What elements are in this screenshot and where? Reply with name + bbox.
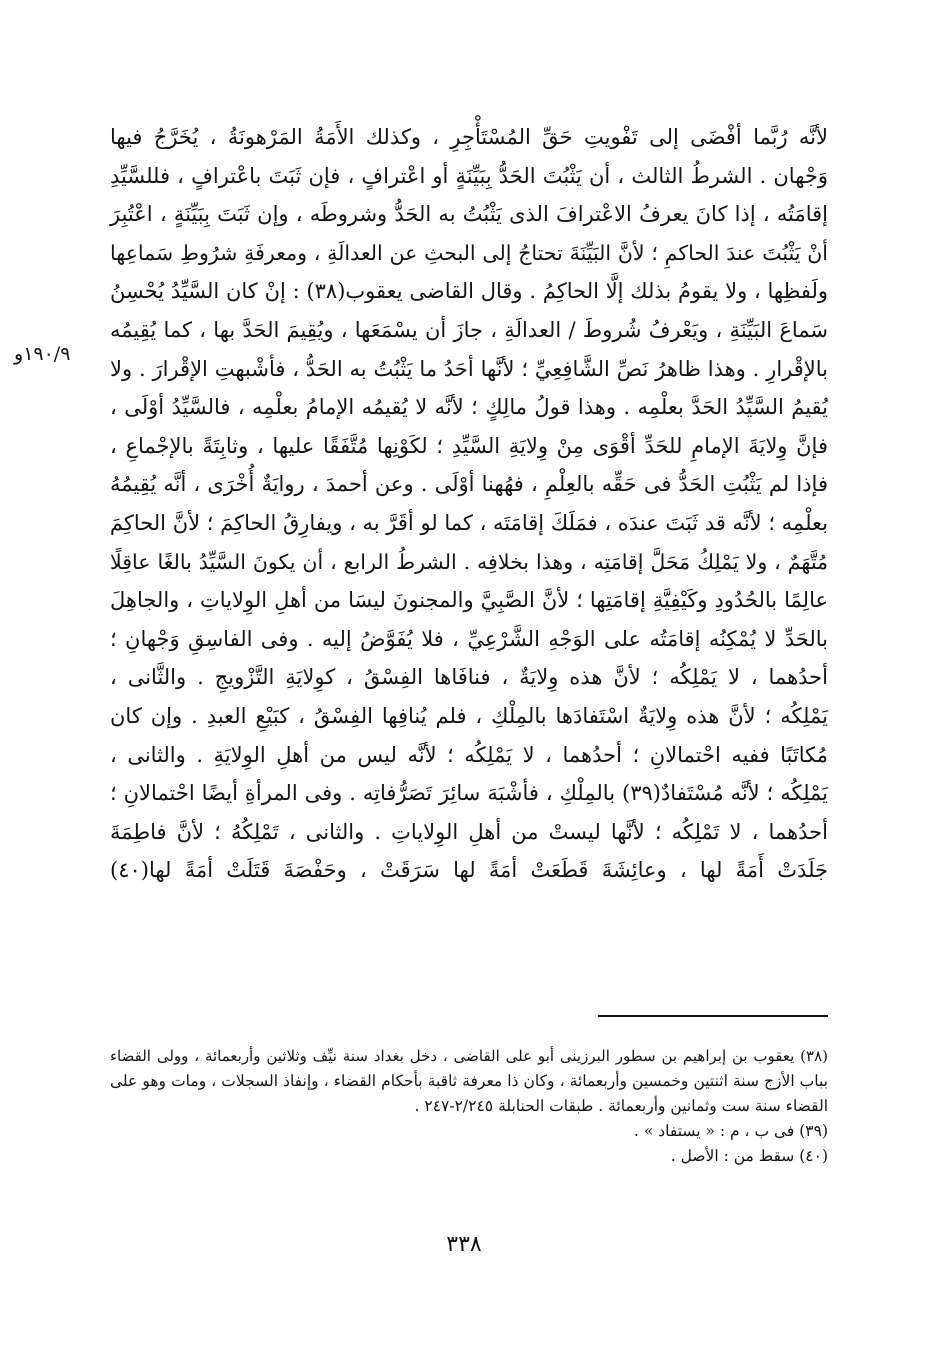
text-line: أنْ يَثْبُتَ عندَ الحاكمِ ؛ لأنَّ البَيِّنَةَ تحتاجُ إلى البحثِ عن العدالَةِ ، ومعرفَةِ شرُوطِ سَماعِها (110, 240, 828, 265)
footnote-line: القضاء سنة ست وثمانين وأربعمائة . طبقات الحنابلة ٢/٢٤٥-٢٤٧ . (414, 1097, 828, 1115)
text-line: بالإقْرارِ . وهذا ظاهرُ نَصِّ الشَّافِعِيِّ ؛ لأنَّها أحَدُ ما يَثْبُتُ به الحَدُّ ، فأشْبهتِ الإقْرارَ . ولا (110, 356, 828, 381)
text-line: يَمْلِكُه ؛ لأنَّ هذه وِلايَةٌ اسْتَفادَها بالمِلْكِ ، فلم يُنافِها الفِسْقُ ، كبَيْعِ العبدِ . وإن كان (110, 703, 828, 728)
text-line: وَجْهان . الشرطُ الثالث ، أن يَثْبُتَ الحَدُّ بِبَيِّنَةٍ أو اعْترافٍ ، فإن ثَبَتَ باعْترافٍ ، فللسَّيِّدِ (110, 163, 828, 188)
main-text (110, 118, 828, 890)
footnote-line: بباب الأزج سنة اثنتين وخمسين وأربعمائة ، وكان ذا معرفة ثاقبة بأحكام القضاء ، وإنفاذ السجلات ، ومات وهو على (110, 1072, 828, 1090)
text-line: بالحَدِّ لا يُمْكِنُه إقامَتُه على الوَجْهِ الشَّرْعِيِّ ، فلا يُفَوَّضُ إليه . وفى الفاسِقِ وَجْهانِ ؛ (110, 626, 828, 651)
text-line: فإنَّ وِلايَةَ الإمامِ للحَدِّ أقْوَى مِنْ وِلايَةِ السَّيِّدِ ؛ لكَوْنِها مُتَّفَقًا عليها ، وثابِتَةً بالإجْماعِ ، (110, 433, 828, 458)
footnote-line: (٤٠) سقط من : الأصل . (670, 1147, 828, 1165)
text-line: عالِمًا بالحُدُودِ وكَيْفِيَّةِ إقامَتِها ؛ لأنَّ الصَّبِيَّ والمجنونَ ليسَا من أهلِ الوِلاياتِ ، والجاهِلَ (110, 588, 828, 613)
text-line: لأنَّه رُبَّما أفْضَى إلى تَفْويتِ حَقِّ المُسْتَأْجِرِ ، وكذلك الأَمَةُ المَرْهونَةُ ، يُخَرَّجُ فيها (110, 125, 828, 149)
text-line: سَماعَ البَيِّنَةِ ، ويَعْرفُ شُروطَ / العدالَةِ ، جازَ أن يسْمَعَها ، ويُقِيمَ الحَدَّ بها ، كما يُقِيمُه (110, 317, 828, 342)
page-number: ٣٣٨ (446, 1232, 482, 1257)
text-line: فإذا لم يَثْبُتِ الحَدُّ فى حَقِّه بالعِلْمِ ، فهُهنا أوْلَى . وعن أحمدَ ، روايَةٌ أُخْرَى ، أنَّه يُقِيمُهُ (110, 472, 828, 497)
text-line: جَلَدَتْ أَمَةً لها ، وعائِشَةَ قَطَعَتْ أمَةً لها سَرَقَتْ ، وحَفْصَةَ قَتَلَتْ أمَةً لها(٤٠) (110, 858, 828, 883)
text-line: مُكاتَبًا ففيه احْتمالانِ ؛ أحدُهما ، لا يَمْلِكُه ؛ لأنَّه ليس من أهلِ الوِلايَةِ . والثانى ، (110, 742, 828, 767)
text-line: أحدُهما ، لا تَمْلِكُه ؛ لأنَّها ليستْ من أهلِ الوِلاياتِ . والثانى ، تَمْلِكُهُ ؛ لأنَّ فاطِمَةَ (110, 819, 828, 844)
footnote-line: (٣٨) يعقوب بن إبراهيم بن سطور البرزينى أبو على القاضى ، دخل بغداد سنة نيِّف وثلاثين وأربعمائة ، وولى القضاء (110, 1047, 828, 1065)
text-line: بعلْمِه ؛ لأنَّه قد ثَبَتَ عندَه ، فمَلَكَ إقامَتَه ، كما لو أقَرَّ به ، ويفارِقُ الحاكِمَ ؛ لأنَّ الحاكِمَ (109, 510, 828, 535)
text-line: يَمْلِكُه ؛ لأنَّه مُسْتَفادٌ(٣٩) بالمِلْكِ ، فأشْبَهَ سائِرَ تَصَرُّفاتِه . وفى المرأةِ أيضًا احْتمالانِ ؛ (110, 781, 829, 806)
text-line: ولَفظِها ، ولا يقومُ بذلك إلَّا الحاكِمُ . وقال القاضى يعقوب(٣٨) : إنْ كان السَّيِّدُ يُحْسِنُ (110, 279, 828, 304)
text-line: مُتَّهَمٌ ، ولا يَمْلِكُ مَحَلَّ إقامَتِه ، وهذا بخلافِه . الشرطُ الرابع ، أن يكونَ السَّيِّدُ بالغًا عاقِلًا (110, 549, 828, 574)
text-line: أحدُهما ، لا يَمْلِكُه ؛ لأنَّ هذه وِلايَةٌ ، فنافَاها الفِسْقُ ، كوِلايَةِ التَّزْويجِ . والثَّانى ، (110, 665, 828, 690)
text-line: إقامَتُه ، إذا كانَ يعرفُ الاعْترافَ الذى يَثْبُتُ به الحَدُّ وشروطَه ، وإن ثَبَتَ بِبَيِّنَةٍ ، اعْتُبِرَ (110, 202, 828, 227)
footnotes (110, 1044, 828, 1169)
text-line: يُقيمُ السَّيِّدُ الحَدَّ بعلْمِه . وهذا قولُ مالِكٍ ؛ لأنَّه لا يُقيمُه الإمامُ بعلْمِه ، فالسَّيِّدُ أوْلَى ، (110, 395, 828, 420)
footnote-line: (٣٩) فى ب ، م : « يستفاد » . (633, 1122, 828, 1140)
margin-folio-note: ١٩٠/٩و (14, 343, 71, 365)
footnote-separator (598, 1015, 828, 1017)
